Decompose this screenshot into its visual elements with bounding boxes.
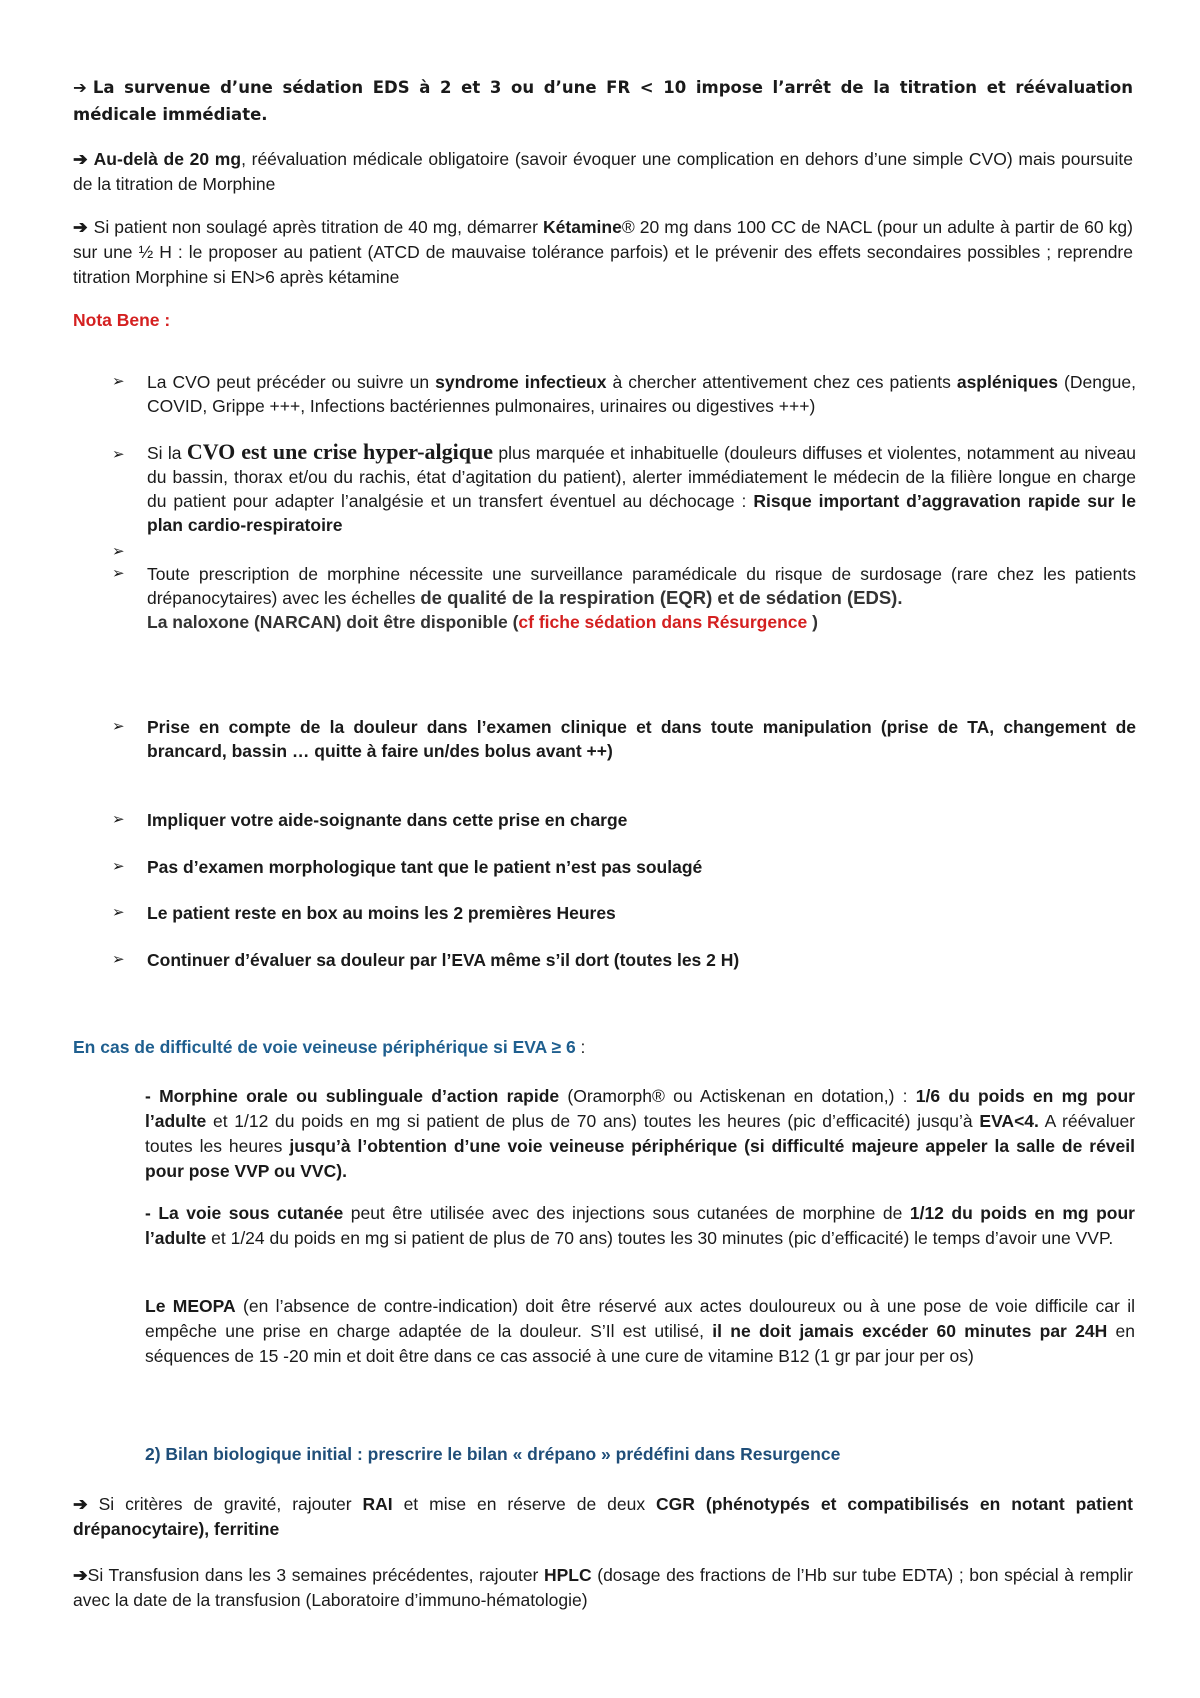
arrowhead-bullet-icon: ➢ (112, 904, 125, 921)
sedation-warning-text: La survenue d’une sédation EDS à 2 et 3 ou d’une FR < 10 impose l’arrêt de la titration et réévaluation médicale immédiate. (73, 78, 1133, 124)
meopa-paragraph: Le MEOPA (en l’absence de contre-indication) doit être réservé aux actes douloureux ou à une pose de voie difficile car il empêche une prise en charge adaptée de la douleur. S’Il est utilisé, il ne doit jamais excéder 60 minutes par 24H en séquences de 15 -20 min et doit être dans ce cas associé à une cure de vitamine B12 (1 gr par jour per os) (145, 1296, 1136, 1366)
arrowhead-bullet-icon: ➢ (112, 858, 125, 875)
section-heading-bilan-biologique: 2) Bilan biologique initial : prescrire le bilan « drépano » prédéfini dans Resurgence (145, 1444, 841, 1464)
arrow-right-icon: ➔ (73, 149, 88, 169)
section-heading-voie-veineuse: En cas de difficulté de voie veineuse périphérique si EVA ≥ 6 : (73, 1037, 586, 1057)
list-item: ➢ Toute prescription de morphine nécessite une surveillance paramédicale du risque de surdosage (rare chez les patients drépanocytaires) avec les échelles de qualité de la respiration (EQR) et de sédation (EDS). La naloxone (NARCAN) doit être disponible (cf fiche sédation dans Résurgence ) (112, 564, 1136, 632)
list-item: ➢ Le patient reste en box au moins les 2 premières Heures (112, 903, 616, 923)
arrow-right-icon: ➔ (73, 1565, 88, 1585)
arrowhead-bullet-icon: ➢ (112, 565, 125, 582)
arrowhead-bullet-icon: ➢ (112, 446, 125, 463)
voie-sous-cutanee-paragraph: - La voie sous cutanée peut être utilisée avec des injections sous cutanées de morphine de 1/12 du poids en mg pour l’adulte et 1/24 du poids en mg si patient de plus de 70 ans) toutes les 30 minutes (pic d’efficacité) le temps d’avoir une VVP. (145, 1203, 1135, 1248)
list-item: ➢ Pas d’examen morphologique tant que le patient n’est pas soulagé (112, 857, 703, 877)
list-item: ➢ Continuer d’évaluer sa douleur par l’EVA même s’il dort (toutes les 2 H) (112, 950, 740, 970)
ketamine-paragraph: ➔ Si patient non soulagé après titration de 40 mg, démarrer Kétamine® 20 mg dans 100 CC de NACL (pour un adulte à partir de 60 kg) sur une ½ H : le proposer au patient (ATCD de mauvaise tolérance parfois) et le prévenir des effets secondaires possibles ; reprendre titration Morphine si EN>6 après kétamine (73, 217, 1133, 287)
list-item: ➢ Si la CVO est une crise hyper-algique plus marquée et inhabituelle (douleurs diffuses et violentes, notamment au niveau du bassin, thorax et/ou du rachis, état d’agitation du patient), alerter immédiatement le médecin de la filière longue en charge du patient pour adapter l’analgésie et un transfert éventuel au déchocage : Risque important d’aggravation rapide sur le plan cardio-respiratoire (112, 439, 1136, 535)
sedation-warning-paragraph (73, 74, 1133, 128)
arrowhead-bullet-icon: ➢ (112, 811, 125, 828)
reevaluation-paragraph: ➔ Au-delà de 20 mg, réévaluation médicale obligatoire (savoir évoquer une complication en dehors d’une simple CVO) mais poursuite de la titration de Morphine (73, 149, 1133, 194)
list-item: ➢ La CVO peut précéder ou suivre un syndrome infectieux à chercher attentivement chez ces patients aspléniques (Dengue, COVID, Grippe +++, Infections bactériennes pulmonaires, urinaires ou digestives +++) (112, 372, 1136, 416)
morphine-orale-paragraph: - Morphine orale ou sublinguale d’action rapide (Oramorph® ou Actiskenan en dotation,) : 1/6 du poids en mg pour l’adulte et 1/12 du poids en mg si patient de plus de 70 ans) toutes les heures (pic d’efficacité) jusqu’à EVA<4. A réévaluer toutes les heures jusqu’à l’obtention d’une voie veineuse périphérique (si difficulté majeure appeler la salle de réveil pour pose VVP ou VVC). (145, 1086, 1136, 1181)
criteres-gravite-paragraph: ➔ Si critères de gravité, rajouter RAI et mise en réserve de deux CGR (phénotypés et compatibilisés en notant patient drépanocytaire), ferritine (73, 1494, 1134, 1539)
arrow-right-icon: ➔ (73, 217, 88, 237)
arrowhead-bullet-icon: ➢ (112, 543, 125, 560)
arrowhead-bullet-icon: ➢ (112, 951, 125, 968)
list-item: ➢ Impliquer votre aide-soignante dans cette prise en charge (112, 810, 628, 830)
transfusion-paragraph: ➔Si Transfusion dans les 3 semaines précédentes, rajouter HPLC (dosage des fractions de l’Hb sur tube EDTA) ; bon spécial à remplir avec la date de la transfusion (Laboratoire d’immuno-hématologie) (73, 1565, 1133, 1610)
arrow-right-icon: ➔ (73, 78, 87, 97)
arrow-right-icon: ➔ (73, 1494, 88, 1514)
nota-bene-title: Nota Bene : (73, 310, 171, 330)
arrowhead-bullet-icon: ➢ (112, 718, 125, 735)
list-item: ➢ Prise en compte de la douleur dans l’examen clinique et dans toute manipulation (prise de TA, changement de brancard, bassin … quitte à faire un/des bolus avant ++) (112, 717, 1136, 761)
arrowhead-bullet-icon: ➢ (112, 373, 125, 390)
